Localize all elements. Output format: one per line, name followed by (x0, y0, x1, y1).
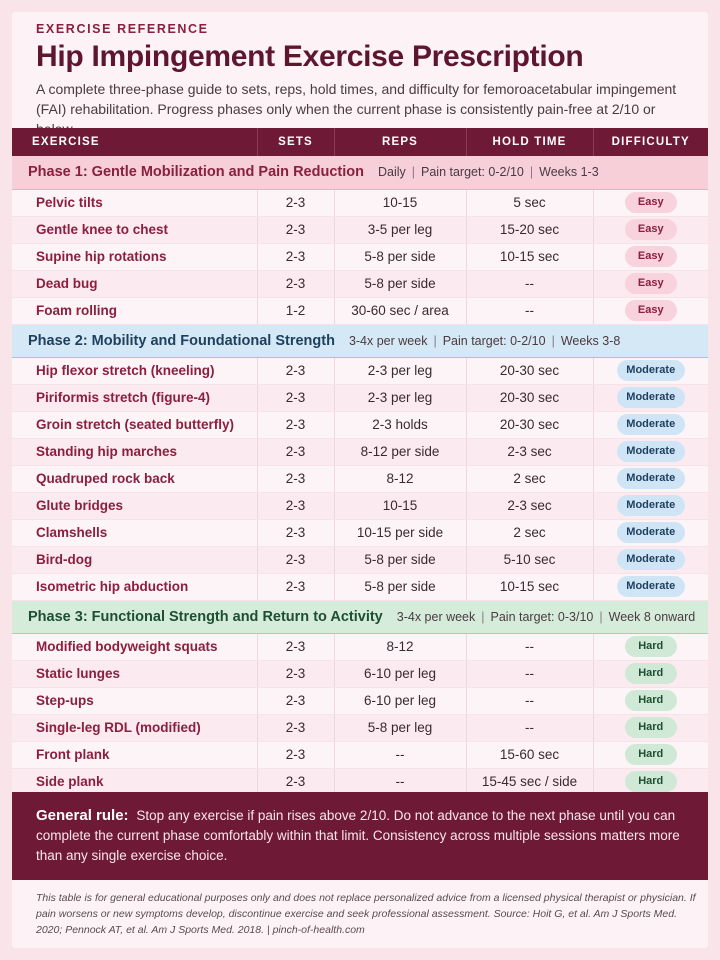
exercise-name: Bird-dog (12, 546, 257, 573)
separator: | (411, 165, 416, 180)
table-row (12, 189, 708, 216)
reps-cell: 8-12 (334, 633, 466, 660)
header (12, 12, 708, 139)
difficulty-badge: Easy (625, 273, 677, 294)
separator: | (529, 165, 534, 180)
reps-cell: 10-15 (334, 492, 466, 519)
sets-cell: 2-3 (257, 687, 334, 714)
phase-frequency: 3-4x per week (396, 609, 476, 624)
sets-cell: 2-3 (257, 243, 334, 270)
difficulty-cell (593, 189, 708, 216)
difficulty-cell (593, 492, 708, 519)
separator: | (551, 333, 555, 348)
difficulty-badge: Easy (625, 300, 677, 321)
exercise-name: Quadruped rock back (12, 465, 257, 492)
difficulty-badge: Hard (625, 690, 677, 711)
phase-title: Phase 2: Mobility and Foundational Strength (28, 332, 335, 349)
hold-time-cell: 15-60 sec (466, 741, 593, 768)
hold-time-cell: -- (466, 687, 593, 714)
table-row (12, 633, 708, 660)
phase-header-cell (12, 324, 708, 357)
difficulty-cell (593, 216, 708, 243)
hold-time-cell: 5 sec (466, 189, 593, 216)
exercise-name: Static lunges (12, 660, 257, 687)
exercise-name: Front plank (12, 741, 257, 768)
difficulty-badge: Moderate (617, 441, 685, 462)
table-row (12, 438, 708, 465)
difficulty-cell (593, 411, 708, 438)
table-row (12, 357, 708, 384)
sets-cell: 2-3 (257, 741, 334, 768)
difficulty-cell (593, 465, 708, 492)
difficulty-badge: Hard (625, 771, 677, 792)
sets-cell: 2-3 (257, 546, 334, 573)
hold-time-cell: 10-15 sec (466, 573, 593, 600)
phase-pain-target: Pain target: 0-2/10 (442, 333, 546, 348)
table-row (12, 768, 708, 795)
difficulty-badge: Moderate (617, 495, 685, 516)
table-row (12, 216, 708, 243)
table-row (12, 270, 708, 297)
hold-time-cell: -- (466, 297, 593, 324)
sets-cell: 2-3 (257, 633, 334, 660)
difficulty-cell (593, 714, 708, 741)
phase-frequency: 3-4x per week (348, 333, 428, 348)
table-row (12, 465, 708, 492)
exercise-name: Glute bridges (12, 492, 257, 519)
difficulty-cell (593, 687, 708, 714)
difficulty-badge: Moderate (617, 549, 685, 570)
sets-cell: 2-3 (257, 660, 334, 687)
reps-cell: 10-15 per side (334, 519, 466, 546)
phase-title: Phase 3: Functional Strength and Return to Activity (28, 608, 383, 625)
sets-cell: 2-3 (257, 768, 334, 795)
difficulty-cell (593, 519, 708, 546)
phase-header-row (12, 156, 708, 189)
reps-cell: -- (334, 768, 466, 795)
reps-cell: 5-8 per leg (334, 714, 466, 741)
exercise-name: Hip flexor stretch (kneeling) (12, 357, 257, 384)
exercise-name: Isometric hip abduction (12, 573, 257, 600)
general-rule-text: Stop any exercise if pain rises above 2/10. Do not advance to the next phase until you can complete the current phase comfortably within that limit. Consistency across multiple sessions matters more than any single exercise choice. (36, 808, 680, 863)
separator: | (481, 609, 485, 624)
hold-time-cell: 15-20 sec (466, 216, 593, 243)
hold-time-cell: 20-30 sec (466, 411, 593, 438)
column-header-hold-time: HOLD TIME (466, 128, 593, 156)
difficulty-badge: Moderate (617, 387, 685, 408)
phase-pain-target: Pain target: 0-3/10 (490, 609, 594, 624)
reps-cell: 6-10 per leg (334, 687, 466, 714)
difficulty-cell (593, 573, 708, 600)
reps-cell: 2-3 holds (334, 411, 466, 438)
difficulty-badge: Easy (625, 219, 677, 240)
exercise-name: Dead bug (12, 270, 257, 297)
table-row (12, 660, 708, 687)
table-row (12, 714, 708, 741)
exercise-name: Supine hip rotations (12, 243, 257, 270)
exercise-name: Modified bodyweight squats (12, 633, 257, 660)
column-header-exercise: EXERCISE (12, 128, 257, 156)
difficulty-cell (593, 741, 708, 768)
page (12, 12, 708, 948)
exercise-name: Gentle knee to chest (12, 216, 257, 243)
exercise-name: Groin stretch (seated butterfly) (12, 411, 257, 438)
phase-header-cell (12, 156, 708, 189)
general-rule-lead: General rule: (36, 807, 129, 824)
difficulty-cell (593, 660, 708, 687)
difficulty-badge: Hard (625, 717, 677, 738)
column-header-reps: REPS (334, 128, 466, 156)
hold-time-cell: 2-3 sec (466, 438, 593, 465)
hold-time-cell: -- (466, 633, 593, 660)
reps-cell: 5-8 per side (334, 243, 466, 270)
sets-cell: 1-2 (257, 297, 334, 324)
difficulty-cell (593, 297, 708, 324)
reps-cell: 8-12 (334, 465, 466, 492)
exercise-table (12, 128, 708, 796)
reps-cell: 10-15 (334, 189, 466, 216)
difficulty-badge: Easy (625, 192, 677, 213)
hold-time-cell: -- (466, 660, 593, 687)
phase-title: Phase 1: Gentle Mobilization and Pain Reduction (28, 164, 364, 181)
hold-time-cell: 20-30 sec (466, 357, 593, 384)
reps-cell: 2-3 per leg (334, 384, 466, 411)
difficulty-badge: Moderate (617, 576, 685, 597)
reps-cell: -- (334, 741, 466, 768)
exercise-name: Step-ups (12, 687, 257, 714)
reps-cell: 2-3 per leg (334, 357, 466, 384)
hold-time-cell: 2 sec (466, 519, 593, 546)
difficulty-cell (593, 438, 708, 465)
difficulty-cell (593, 384, 708, 411)
hold-time-cell: 2-3 sec (466, 492, 593, 519)
phase-pain-target: Pain target: 0-2/10 (421, 165, 524, 180)
reps-cell: 5-8 per side (334, 270, 466, 297)
exercise-name: Single-leg RDL (modified) (12, 714, 257, 741)
difficulty-badge: Moderate (617, 522, 685, 543)
difficulty-badge: Hard (625, 744, 677, 765)
difficulty-cell (593, 546, 708, 573)
sets-cell: 2-3 (257, 357, 334, 384)
exercise-name: Foam rolling (12, 297, 257, 324)
sets-cell: 2-3 (257, 411, 334, 438)
reps-cell: 6-10 per leg (334, 660, 466, 687)
difficulty-cell (593, 243, 708, 270)
hold-time-cell: 10-15 sec (466, 243, 593, 270)
difficulty-cell (593, 270, 708, 297)
sets-cell: 2-3 (257, 573, 334, 600)
difficulty-badge: Hard (625, 663, 677, 684)
table-row (12, 243, 708, 270)
sets-cell: 2-3 (257, 492, 334, 519)
table-row (12, 384, 708, 411)
hold-time-cell: 20-30 sec (466, 384, 593, 411)
exercise-name: Standing hip marches (12, 438, 257, 465)
difficulty-badge: Hard (625, 636, 677, 657)
hold-time-cell: -- (466, 714, 593, 741)
footer-disclaimer: This table is for general educational purposes only and does not replace personalized advice from a licensed physical therapist or physician. If pain worsens or new symptoms develop, discontinue exercise and seek professional assessment. Source: Hoit G, et al. Am J Sports Med. 2020; Pennock AT, et al. Am J Sports Med. 2018. | pinch-of-health.com (36, 892, 696, 936)
sets-cell: 2-3 (257, 714, 334, 741)
sets-cell: 2-3 (257, 216, 334, 243)
sets-cell: 2-3 (257, 438, 334, 465)
reps-cell: 30-60 sec / area (334, 297, 466, 324)
reps-cell: 5-8 per side (334, 573, 466, 600)
hold-time-cell: -- (466, 270, 593, 297)
table-header-row (12, 128, 708, 156)
reps-cell: 3-5 per leg (334, 216, 466, 243)
table-row (12, 411, 708, 438)
sets-cell: 2-3 (257, 384, 334, 411)
hold-time-cell: 15-45 sec / side (466, 768, 593, 795)
hold-time-cell: 5-10 sec (466, 546, 593, 573)
difficulty-cell (593, 768, 708, 795)
difficulty-cell (593, 633, 708, 660)
reps-cell: 5-8 per side (334, 546, 466, 573)
phase-frequency: Daily (377, 165, 406, 180)
page-subtitle: A complete three-phase guide to sets, reps, hold times, and difficulty for femoroacetabular impingement (FAI) rehabilitation. Progress phases only when the current phase is consistently pain-free at 2/10 or (36, 81, 677, 117)
phase-weeks: Weeks 1-3 (539, 165, 599, 180)
difficulty-badge: Moderate (617, 414, 685, 435)
column-header-sets: SETS (257, 128, 334, 156)
sets-cell: 2-3 (257, 519, 334, 546)
separator: | (599, 609, 603, 624)
phase-header-row (12, 324, 708, 357)
exercise-name: Pelvic tilts (12, 189, 257, 216)
table-row (12, 687, 708, 714)
exercise-name: Piriformis stretch (figure-4) (12, 384, 257, 411)
phase-header-row (12, 600, 708, 633)
phase-weeks: Week 8 onward (608, 609, 696, 624)
general-rule-box (12, 792, 708, 880)
sets-cell: 2-3 (257, 465, 334, 492)
sets-cell: 2-3 (257, 270, 334, 297)
difficulty-badge: Moderate (617, 360, 685, 381)
table-body (12, 156, 708, 795)
table-row (12, 546, 708, 573)
page-title: Hip Impingement Exercise Prescription (36, 40, 584, 73)
table-row (12, 519, 708, 546)
separator: | (433, 333, 437, 348)
table-row (12, 741, 708, 768)
table-row (12, 492, 708, 519)
exercise-name: Clamshells (12, 519, 257, 546)
sets-cell: 2-3 (257, 189, 334, 216)
column-header-difficulty: DIFFICULTY (593, 128, 708, 156)
exercise-name: Side plank (12, 768, 257, 795)
table-row (12, 573, 708, 600)
difficulty-cell (593, 357, 708, 384)
reps-cell: 8-12 per side (334, 438, 466, 465)
eyebrow-label: EXERCISE REFERENCE (36, 22, 209, 36)
difficulty-badge: Moderate (617, 468, 685, 489)
table-row (12, 297, 708, 324)
phase-header-cell (12, 600, 708, 633)
difficulty-badge: Easy (625, 246, 677, 267)
hold-time-cell: 2 sec (466, 465, 593, 492)
phase-weeks: Weeks 3-8 (560, 333, 621, 348)
